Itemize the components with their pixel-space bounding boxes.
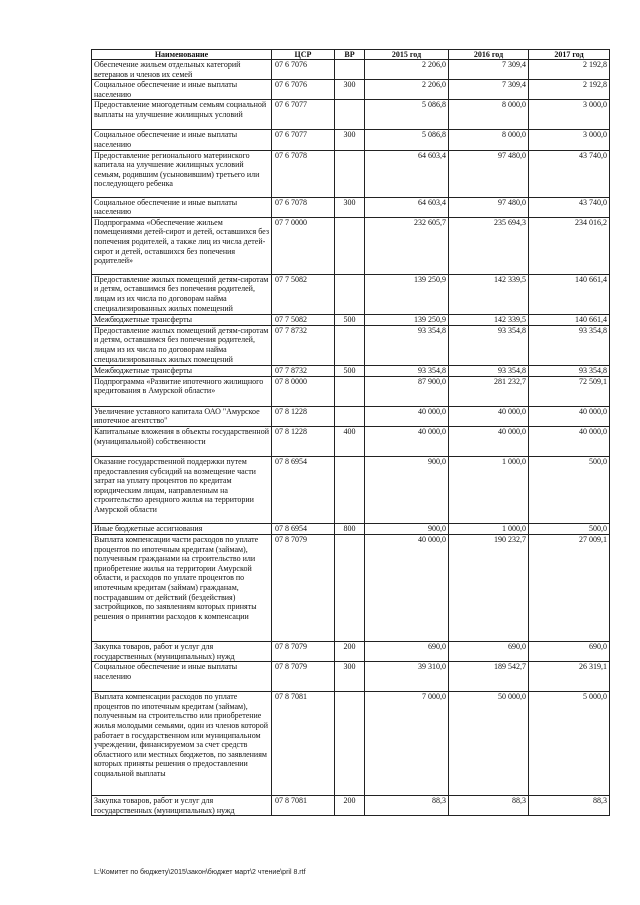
row-2015: 900,0 — [365, 456, 449, 523]
row-vr — [335, 274, 365, 314]
row-2016: 93 354,8 — [449, 325, 529, 365]
row-vr: 300 — [335, 662, 365, 692]
row-vr: 300 — [335, 80, 365, 100]
row-2017: 93 354,8 — [529, 325, 610, 365]
row-vr — [335, 534, 365, 641]
row-name: Выплата компенсации части расходов по уплате процентов по ипотечным кредитам (займам), полученным гражданами на строительство или приобретение жилья на территории Амурской области, и расходов по уплате процентов по ипотечным кредитам (займам) гражданам, пострадавшим от действий (бездействия) застройщиков, по заявлениям которых приняты решения о принятии расходов к компенсации — [92, 534, 272, 641]
row-name: Обеспечение жильем отдельных категорий ветеранов и членов их семей — [92, 60, 272, 80]
row-vr — [335, 60, 365, 80]
row-2015: 93 354,8 — [365, 325, 449, 365]
row-name: Увеличение уставного капитала ОАО "Амурское ипотечное агентство" — [92, 406, 272, 426]
row-2017: 5 000,0 — [529, 692, 610, 796]
table-row — [92, 662, 610, 692]
row-csr: 07 6 7078 — [272, 150, 335, 197]
row-name: Социальное обеспечение и иные выплаты населению — [92, 197, 272, 217]
table-row — [92, 314, 610, 325]
row-2017: 3 000,0 — [529, 100, 610, 130]
row-csr: 07 8 0000 — [272, 376, 335, 406]
row-vr: 300 — [335, 130, 365, 150]
row-2017: 26 319,1 — [529, 662, 610, 692]
row-csr: 07 8 7079 — [272, 534, 335, 641]
file-path-footer: L:\Комитет по бюджету\2015\закон\бюджет март\2 чтение\pril 8.rtf — [94, 869, 306, 876]
row-2016: 8 000,0 — [449, 130, 529, 150]
row-csr: 07 7 8732 — [272, 325, 335, 365]
row-2015: 2 206,0 — [365, 80, 449, 100]
row-csr: 07 8 6954 — [272, 456, 335, 523]
row-vr — [335, 692, 365, 796]
row-2017: 43 740,0 — [529, 150, 610, 197]
row-name: Подпрограмма «Развитие ипотечного жилищного кредитования в Амурской области» — [92, 376, 272, 406]
table-row — [92, 217, 610, 274]
row-vr: 500 — [335, 365, 365, 376]
row-name: Закупка товаров, работ и услуг для государственных (муниципальных) нужд — [92, 796, 272, 816]
row-name: Социальное обеспечение и иные выплаты населению — [92, 130, 272, 150]
row-vr: 200 — [335, 796, 365, 816]
row-vr — [335, 406, 365, 426]
row-vr: 800 — [335, 523, 365, 534]
row-2015: 93 354,8 — [365, 365, 449, 376]
row-2016: 40 000,0 — [449, 426, 529, 456]
table-row — [92, 150, 610, 197]
row-2017: 3 000,0 — [529, 130, 610, 150]
table-row — [92, 641, 610, 661]
table-row — [92, 376, 610, 406]
table-row — [92, 80, 610, 100]
row-2017: 2 192,8 — [529, 80, 610, 100]
row-2017: 500,0 — [529, 456, 610, 523]
row-2016: 97 480,0 — [449, 150, 529, 197]
row-csr: 07 6 7076 — [272, 80, 335, 100]
row-vr — [335, 100, 365, 130]
row-2015: 139 250,9 — [365, 274, 449, 314]
row-name: Закупка товаров, работ и услуг для государственных (муниципальных) нужд — [92, 641, 272, 661]
row-2015: 64 603,4 — [365, 197, 449, 217]
row-2016: 7 309,4 — [449, 60, 529, 80]
row-csr: 07 8 7081 — [272, 796, 335, 816]
row-vr — [335, 456, 365, 523]
row-2015: 2 206,0 — [365, 60, 449, 80]
table-row — [92, 692, 610, 796]
table-row — [92, 365, 610, 376]
row-csr: 07 7 5082 — [272, 274, 335, 314]
row-2017: 234 016,2 — [529, 217, 610, 274]
row-2017: 140 661,4 — [529, 314, 610, 325]
header-2015: 2015 год — [365, 50, 449, 60]
row-vr — [335, 325, 365, 365]
header-name: Наименование — [92, 50, 272, 60]
table-row — [92, 60, 610, 80]
table-row — [92, 456, 610, 523]
header-csr: ЦСР — [272, 50, 335, 60]
row-name: Межбюджетные трансферты — [92, 314, 272, 325]
row-name: Предоставление жилых помещений детям-сиротам и детям, оставшимся без попечения родителей, лицам из их числа по договорам найма специализированных жилых помещений — [92, 274, 272, 314]
row-csr: 07 6 7077 — [272, 130, 335, 150]
row-name: Иные бюджетные ассигнования — [92, 523, 272, 534]
row-vr: 500 — [335, 314, 365, 325]
row-2015: 40 000,0 — [365, 426, 449, 456]
row-2017: 93 354,8 — [529, 365, 610, 376]
row-name: Межбюджетные трансферты — [92, 365, 272, 376]
row-2016: 97 480,0 — [449, 197, 529, 217]
row-2016: 281 232,7 — [449, 376, 529, 406]
table-row — [92, 100, 610, 130]
row-2015: 232 605,7 — [365, 217, 449, 274]
row-vr: 200 — [335, 641, 365, 661]
row-name: Оказание государственной поддержки путем предоставления субсидий на возмещение части затрат на уплату процентов по кредитам юридическим лицам, направленным на строительство арендного жилья на территории Амурской области — [92, 456, 272, 523]
row-csr: 07 8 7081 — [272, 692, 335, 796]
row-2017: 690,0 — [529, 641, 610, 661]
row-2015: 900,0 — [365, 523, 449, 534]
row-2017: 27 009,1 — [529, 534, 610, 641]
table-row — [92, 274, 610, 314]
row-2016: 88,3 — [449, 796, 529, 816]
row-name: Подпрограмма «Обеспечение жильем помещениями детей-сирот и детей, оставшихся без попечения родителей, а также лиц из числа детей-сирот и детей, оставшихся без попечения родителей» — [92, 217, 272, 274]
row-2017: 40 000,0 — [529, 426, 610, 456]
row-2016: 142 339,5 — [449, 314, 529, 325]
row-2015: 40 000,0 — [365, 406, 449, 426]
row-csr: 07 8 1228 — [272, 426, 335, 456]
row-2016: 93 354,8 — [449, 365, 529, 376]
row-vr: 300 — [335, 197, 365, 217]
row-2016: 1 000,0 — [449, 523, 529, 534]
row-2016: 690,0 — [449, 641, 529, 661]
row-2017: 88,3 — [529, 796, 610, 816]
header-2016: 2016 год — [449, 50, 529, 60]
row-2015: 87 900,0 — [365, 376, 449, 406]
row-2016: 142 339,5 — [449, 274, 529, 314]
row-2017: 72 509,1 — [529, 376, 610, 406]
row-csr: 07 8 1228 — [272, 406, 335, 426]
budget-table — [91, 49, 610, 816]
row-name: Предоставление регионального материнского капитала на улучшение жилищных условий семьям, родившим (усыновившим) третьего или последующего ребенка — [92, 150, 272, 197]
table-body — [92, 60, 610, 816]
table-row — [92, 534, 610, 641]
row-csr: 07 7 8732 — [272, 365, 335, 376]
row-name: Предоставление жилых помещений детям-сиротам и детям, оставшимся без попечения родителей, лицам из их числа по договорам найма специализированных жилых помещений — [92, 325, 272, 365]
row-2015: 39 310,0 — [365, 662, 449, 692]
row-2016: 7 309,4 — [449, 80, 529, 100]
table-row — [92, 130, 610, 150]
row-2017: 500,0 — [529, 523, 610, 534]
row-csr: 07 8 7079 — [272, 641, 335, 661]
row-2015: 40 000,0 — [365, 534, 449, 641]
row-2016: 190 232,7 — [449, 534, 529, 641]
row-csr: 07 8 6954 — [272, 523, 335, 534]
row-2015: 88,3 — [365, 796, 449, 816]
row-csr: 07 6 7076 — [272, 60, 335, 80]
table-row — [92, 197, 610, 217]
budget-table-container — [91, 49, 609, 816]
row-csr: 07 6 7077 — [272, 100, 335, 130]
row-csr: 07 7 5082 — [272, 314, 335, 325]
row-2016: 1 000,0 — [449, 456, 529, 523]
table-header-row — [92, 50, 610, 60]
row-2015: 5 086,8 — [365, 130, 449, 150]
row-2016: 8 000,0 — [449, 100, 529, 130]
table-row — [92, 426, 610, 456]
row-name: Выплата компенсации расходов по уплате процентов по ипотечным кредитам (займам), полученным на строительство или приобретение жилья молодыми семьями, один из членов которой работает в государственном или муниципальном учреждении, финансируемом за счет средств областного или местных бюджетов, по заявлениям которых приняты решения о предоставлении социальной выплаты — [92, 692, 272, 796]
row-2015: 64 603,4 — [365, 150, 449, 197]
row-vr — [335, 217, 365, 274]
row-name: Социальное обеспечение и иные выплаты населению — [92, 662, 272, 692]
row-2016: 189 542,7 — [449, 662, 529, 692]
row-name: Предоставление многодетным семьям социальной выплаты на улучшение жилищных условий — [92, 100, 272, 130]
table-row — [92, 406, 610, 426]
row-vr: 400 — [335, 426, 365, 456]
row-csr: 07 7 0000 — [272, 217, 335, 274]
header-vr: ВР — [335, 50, 365, 60]
row-csr: 07 6 7078 — [272, 197, 335, 217]
row-2015: 5 086,8 — [365, 100, 449, 130]
row-vr — [335, 376, 365, 406]
header-2017: 2017 год — [529, 50, 610, 60]
table-row — [92, 796, 610, 816]
table-row — [92, 325, 610, 365]
row-2016: 50 000,0 — [449, 692, 529, 796]
row-2015: 7 000,0 — [365, 692, 449, 796]
row-2017: 40 000,0 — [529, 406, 610, 426]
row-name: Капитальные вложения в объекты государственной (муниципальной) собственности — [92, 426, 272, 456]
row-vr — [335, 150, 365, 197]
table-row — [92, 523, 610, 534]
row-2016: 235 694,3 — [449, 217, 529, 274]
row-name: Социальное обеспечение и иные выплаты населению — [92, 80, 272, 100]
row-2016: 40 000,0 — [449, 406, 529, 426]
row-csr: 07 8 7079 — [272, 662, 335, 692]
row-2017: 140 661,4 — [529, 274, 610, 314]
row-2017: 2 192,8 — [529, 60, 610, 80]
row-2015: 139 250,9 — [365, 314, 449, 325]
row-2017: 43 740,0 — [529, 197, 610, 217]
row-2015: 690,0 — [365, 641, 449, 661]
